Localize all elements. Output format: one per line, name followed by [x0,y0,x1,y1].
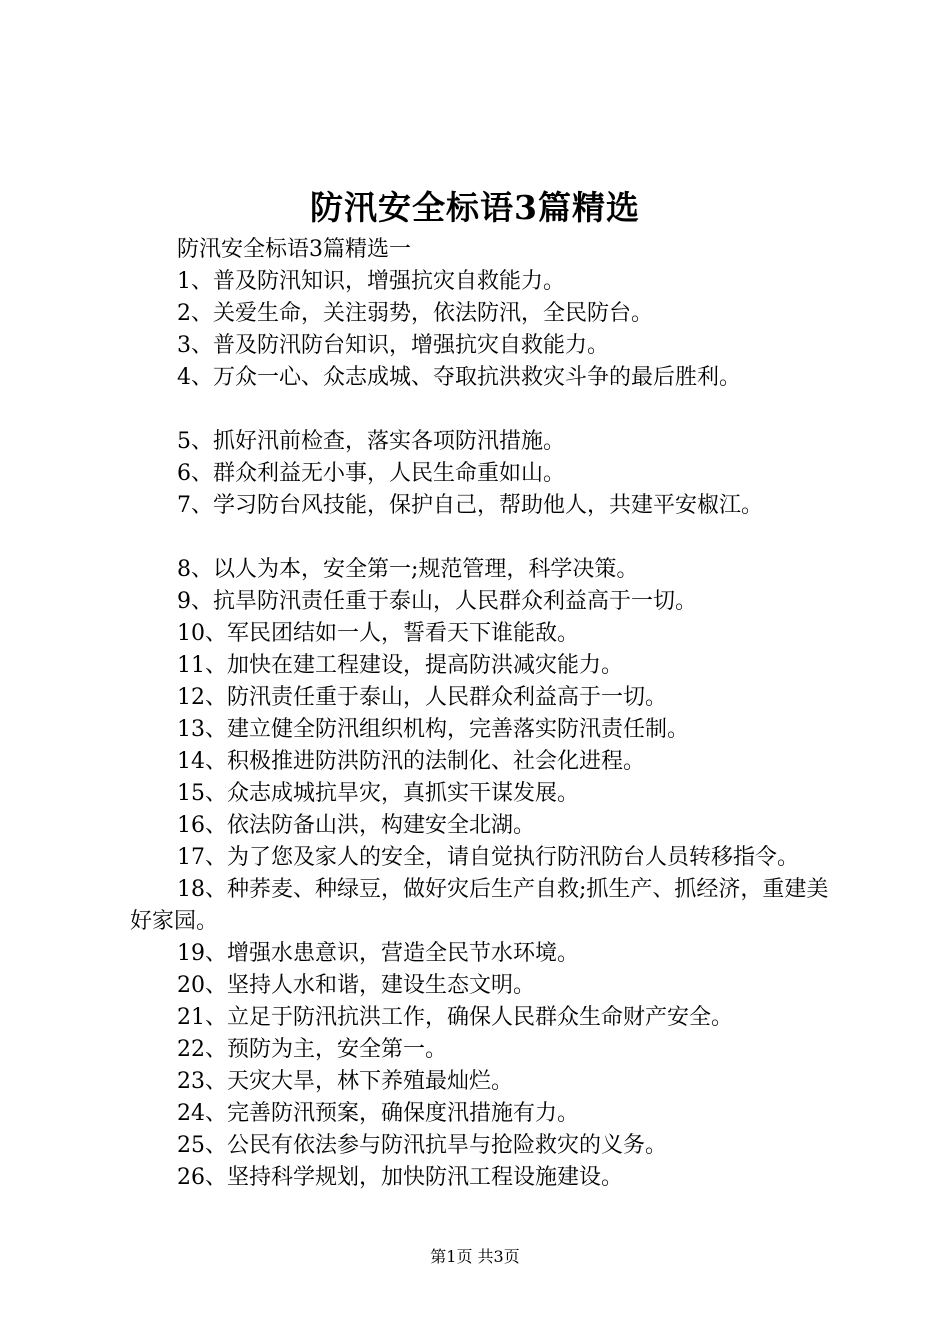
slogan-line-10: 10、军民团结如一人，誓看天下谁能敌。 [177,621,579,646]
slogan-line-2: 2、关爱生命，关注弱势，依法防汛，全民防台。 [177,301,653,326]
slogan-line-7: 7、学习防台风技能，保护自己，帮助他人，共建平安椒江。 [177,493,763,518]
slogan-line-20: 20、坚持人水和谐，建设生态文明。 [177,973,535,998]
slogan-line-9: 9、抗旱防汛责任重于泰山，人民群众利益高于一切。 [177,589,697,614]
slogan-line-5: 5、抓好汛前检查，落实各项防汛措施。 [177,429,565,454]
section-heading: 防汛安全标语3篇精选一 [177,237,411,262]
slogan-line-11: 11、加快在建工程建设，提高防洪减灾能力。 [177,653,623,678]
page-number-footer: 第1页 共3页 [430,1247,520,1266]
slogan-line-25: 25、公民有依法参与防汛抗旱与抢险救灾的义务。 [177,1133,667,1158]
slogan-line-13: 13、建立健全防汛组织机构，完善落实防汛责任制。 [177,717,689,742]
slogan-line-19: 19、增强水患意识，营造全民节水环境。 [177,941,579,966]
slogan-line-12: 12、防汛责任重于泰山，人民群众利益高于一切。 [177,685,667,710]
slogan-line-26: 26、坚持科学规划，加快防汛工程设施建设。 [177,1165,623,1190]
slogan-line-22: 22、预防为主，安全第一。 [177,1037,447,1062]
document-body [130,234,850,1194]
slogan-line-1: 1、普及防汛知识，增强抗灾自救能力。 [177,269,565,294]
slogan-line-15: 15、众志成城抗旱灾，真抓实干谋发展。 [177,781,579,806]
slogan-line-3: 3、普及防汛防台知识，增强抗灾自救能力。 [177,333,609,358]
slogan-line-23: 23、天灾大旱，林下养殖最灿烂。 [177,1069,513,1094]
blank-line [130,394,850,426]
slogan-line-6: 6、群众利益无小事，人民生命重如山。 [177,461,565,486]
document-title: 防汛安全标语3篇精选 [310,188,640,227]
slogan-line-4: 4、万众一心、众志成城、夺取抗洪救灾斗争的最后胜利。 [177,365,741,390]
slogan-line-24: 24、完善防汛预案，确保度汛措施有力。 [177,1101,579,1126]
slogan-line-8: 8、以人为本，安全第一;规范管理，科学决策。 [177,557,639,582]
slogan-line-21: 21、立足于防汛抗洪工作，确保人民群众生命财产安全。 [177,1005,733,1030]
slogan-line-16: 16、依法防备山洪，构建安全北湖。 [177,813,535,838]
blank-line [130,522,850,554]
slogan-line-18: 18、种荞麦、种绿豆，做好灾后生产自救;抓生产、抓经济，重建美好家园。 [130,877,829,934]
slogan-line-17: 17、为了您及家人的安全，请自觉执行防汛防台人员转移指令。 [177,845,799,870]
slogan-line-14: 14、积极推进防洪防汛的法制化、社会化进程。 [177,749,645,774]
